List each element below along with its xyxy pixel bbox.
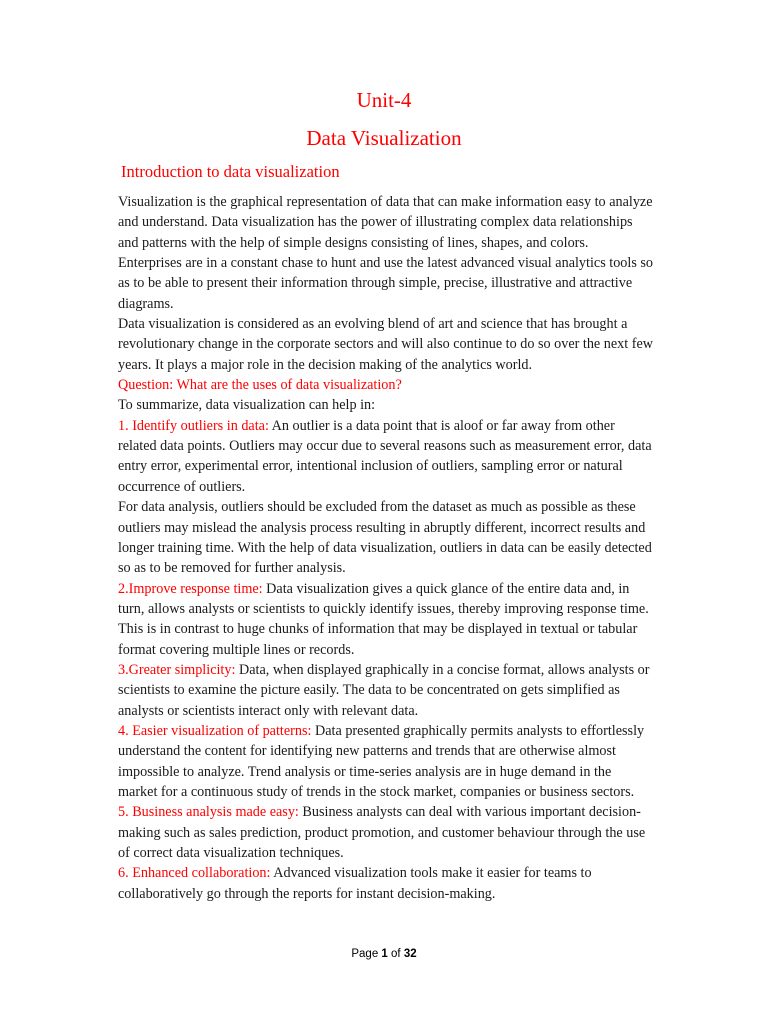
use-item-label: 6. Enhanced collaboration: bbox=[118, 865, 271, 882]
use-item-label: 5. Business analysis made easy: bbox=[118, 804, 299, 821]
use-item-text: Data presented graphically permits analysts to effortlessly understand the content for identifying new patterns and trends that are otherwise almost impossible to analyze. Trend analysis or time-series analysis are in huge demand in the market for a continuous study of trends in the stock market, companies or business sectors. bbox=[118, 722, 645, 800]
use-item-text: Advanced visualization tools make it easier for teams to collaboratively go through the reports for instant decision-making. bbox=[118, 865, 592, 902]
use-item-label: 4. Easier visualization of patterns: bbox=[118, 722, 312, 739]
use-item-label: 1. Identify outliers in data: bbox=[118, 417, 269, 434]
page-title: Data Visualization bbox=[306, 126, 462, 150]
summary-line: To summarize, data visualization can help in: bbox=[118, 397, 376, 414]
unit-title: Unit-4 bbox=[356, 88, 412, 112]
intro-paragraph-1: Visualization is the graphical representation of data that can make information easy to analyze and understand. Data visualization has the power of illustrating complex data relationships and patterns with the help of simple designs consisting of lines, shapes, and colors. bbox=[118, 194, 653, 251]
section-heading: Introduction to data visualization bbox=[121, 162, 340, 181]
use-item-label: 2.Improve response time: bbox=[118, 580, 263, 597]
page-word: Page bbox=[351, 948, 379, 960]
use-item-patterns bbox=[118, 721, 654, 802]
use-item-business-analysis bbox=[118, 802, 654, 863]
use-item-response-time bbox=[118, 579, 654, 660]
use-item-text: Business analysts can deal with various important decision-making such as sales prediction, product promotion, and customer behaviour through the use of correct data visualization techniques. bbox=[118, 804, 646, 861]
intro-paragraph-2: Enterprises are in a constant chase to hunt and use the latest advanced visual analytics tools so as to be able to present their information through simple, precise, illustrative and attractive diagrams. bbox=[118, 255, 654, 312]
use-item-outliers bbox=[118, 416, 654, 497]
use-item-collaboration bbox=[118, 863, 654, 904]
use-item-text: An outlier is a data point that is aloof or far away from other related data points. Outliers may occur due to several reasons such as measurement error, data entry error, experimental error, intentional inclusion of outliers, sampling error or natural occurrence of outliers. bbox=[118, 417, 652, 495]
current-page-number: 1 bbox=[381, 948, 388, 960]
use-item-outliers-detail bbox=[118, 497, 654, 578]
body-text bbox=[118, 192, 654, 904]
use-item-label: 3.Greater simplicity: bbox=[118, 661, 236, 678]
use-item-text: Data visualization gives a quick glance of the entire data and, in turn, allows analysts or scientists to quickly identify issues, thereby improving response time. This is in contrast to huge chunks of information that may be displayed in textual or tabular format covering multiple lines or records. bbox=[118, 580, 649, 658]
page-footer bbox=[0, 948, 768, 960]
use-item-text: For data analysis, outliers should be excluded from the dataset as much as possible as these outliers may mislead the analysis process resulting in abruptly different, incorrect results and longer training time. With the help of data visualization, outliers in data can be easily detected so as to be removed for further analysis. bbox=[118, 499, 652, 577]
total-pages-number: 32 bbox=[403, 948, 417, 960]
use-item-simplicity bbox=[118, 660, 654, 721]
intro-paragraph-3: Data visualization is considered as an evolving blend of art and science that has brought a revolutionary change in the corporate sectors and will also continue to do so over the next few years. It plays a major role in the decision making of the analytics world. bbox=[118, 316, 654, 373]
question-heading: Question: What are the uses of data visualization? bbox=[118, 377, 402, 394]
use-item-text: Data, when displayed graphically in a concise format, allows analysts or scientists to examine the picture easily. The data to be concentrated on gets simplified as analysts or scientists interact only with relevant data. bbox=[118, 661, 650, 719]
of-word: of bbox=[391, 948, 401, 960]
